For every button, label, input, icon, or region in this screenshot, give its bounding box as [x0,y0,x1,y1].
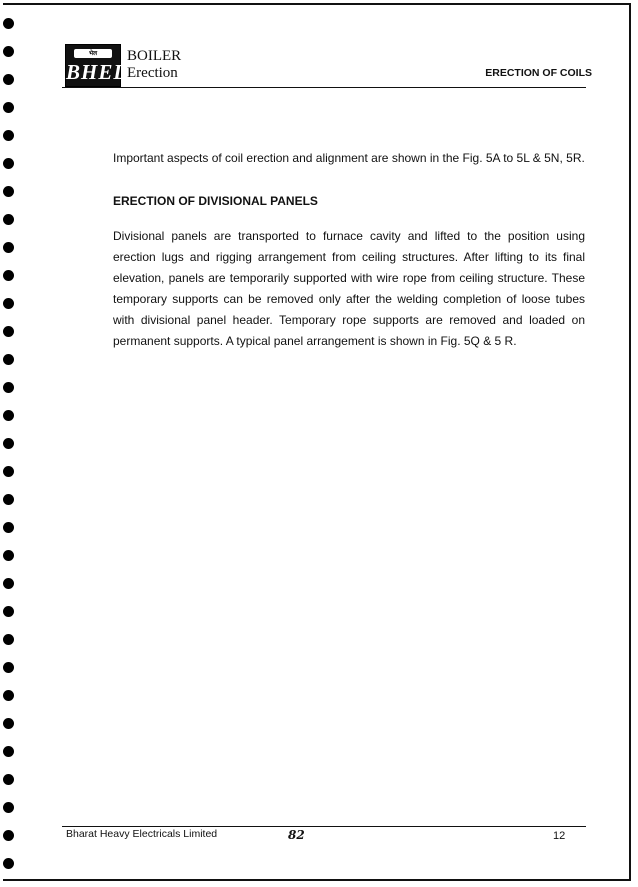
binding-hole [3,214,14,225]
binding-hole [3,466,14,477]
binding-hole [3,102,14,113]
binding-hole [3,354,14,365]
binding-hole [3,46,14,57]
binding-hole [3,774,14,785]
binding-hole [3,18,14,29]
binding-hole [3,578,14,589]
page-border [3,3,631,881]
binding-hole [3,494,14,505]
logo-hindi-text: भेल [74,49,112,58]
binding-hole [3,326,14,337]
binding-hole [3,662,14,673]
binding-hole [3,298,14,309]
binding-hole [3,606,14,617]
binding-hole [3,718,14,729]
section-heading: ERECTION OF DIVISIONAL PANELS [113,194,318,208]
logo-mark: BHEL [66,60,128,84]
binding-hole [3,746,14,757]
binding-hole [3,74,14,85]
page-number: 12 [553,830,566,842]
brand-line-boiler: BOILER [127,48,182,64]
binding-hole [3,158,14,169]
binding-hole [3,634,14,645]
binding-holes [0,0,24,887]
binding-hole [3,242,14,253]
binding-hole [3,830,14,841]
binding-hole [3,690,14,701]
binding-hole [3,270,14,281]
binding-hole [3,410,14,421]
intro-paragraph: Important aspects of coil erection and alignment are shown in the Fig. 5A to 5L & 5N, 5R. [113,151,585,165]
footer-divider [62,826,586,827]
binding-hole [3,186,14,197]
document-body [113,148,585,352]
binding-hole [3,382,14,393]
binding-hole [3,858,14,869]
footer-company: Bharat Heavy Electricals Limited [66,828,218,840]
binding-hole [3,522,14,533]
binding-hole [3,130,14,141]
section-title: ERECTION OF COILS [485,67,592,79]
handwritten-page-number: 82 [288,828,305,842]
bhel-logo [65,44,128,87]
body-paragraph: Divisional panels are transported to furnace cavity and lifted to the position using erection lugs and rigging arrangement from ceiling structures. After lifting to its final elevation, panels are temporarily supported with wire rope from ceiling structure. These temporary supports can be removed only after the welding completion of loose tubes with divisional panel header. Temporary rope supports are removed and loaded on permanent supports. A typical panel arrangement is shown in Fig. 5Q & 5 R. [113,229,585,348]
brand-title [127,48,181,82]
header-divider [62,87,586,88]
brand-line-erection: Erection [127,65,178,81]
binding-hole [3,438,14,449]
binding-hole [3,802,14,813]
binding-hole [3,550,14,561]
